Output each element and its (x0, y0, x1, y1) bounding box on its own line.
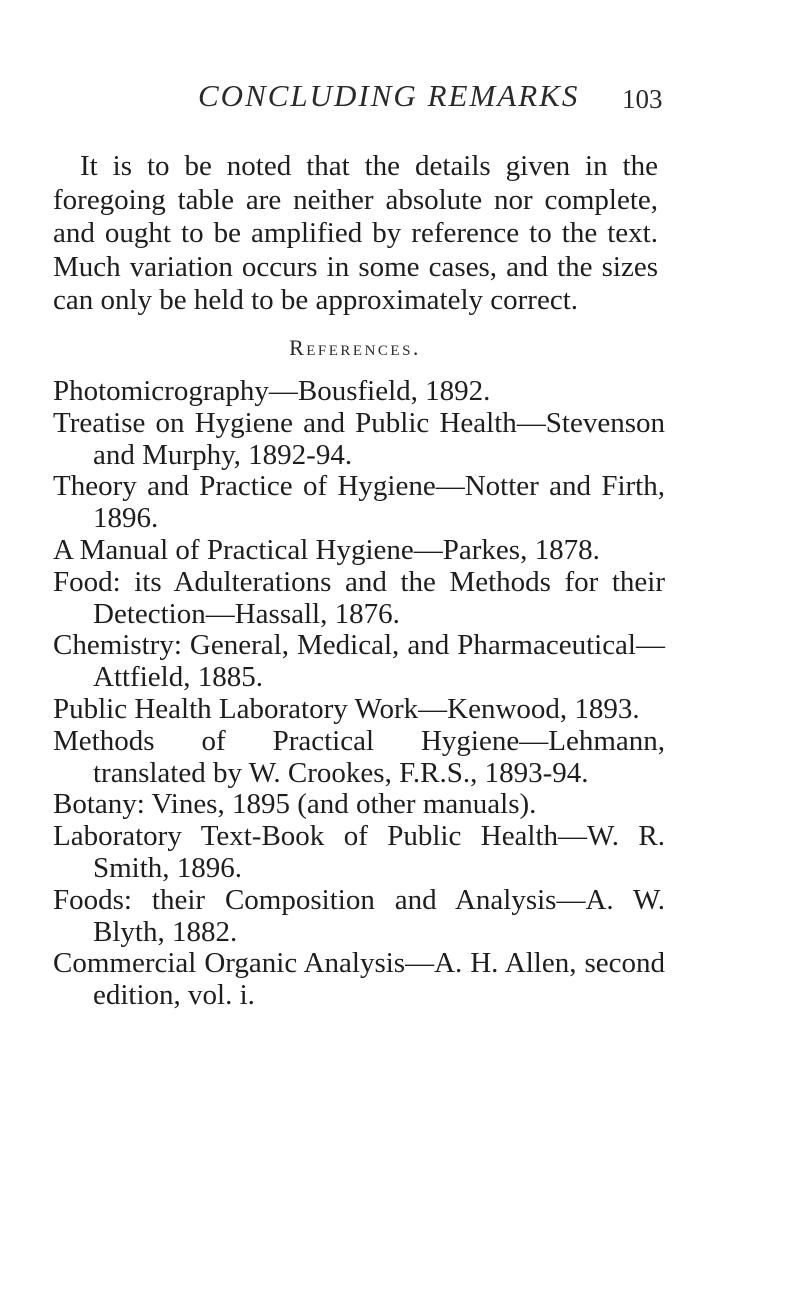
reference-item: Botany: Vines, 1895 (and other manuals). (53, 788, 537, 821)
body-paragraph: It is to be noted that the details given in the foregoing table are neither absolute nor complete, and ought to be amplified by reference to the text. Much variation occurs in some cases, and the sizes can only be held to be approximately correct. (53, 150, 658, 316)
reference-item: Public Health Laboratory Work—Kenwood, 1893. (53, 692, 640, 725)
reference-item: Chemistry: General, Medical, and Pharmaceutical—Attfield, 1885. (53, 629, 665, 694)
reference-item: Foods: their Composition and Analysis—A. W. Blyth, 1882. (53, 883, 665, 948)
reference-item: Commercial Organic Analysis—A. H. Allen, second edition, vol. i. (53, 947, 665, 1012)
reference-item: A Manual of Practical Hygiene—Parkes, 1878. (53, 533, 600, 566)
reference-item: Laboratory Text-Book of Public Health—W. R. Smith, 1896. (53, 820, 665, 884)
reference-item: Treatise on Hygiene and Public Health—Stevenson and Murphy, 1892-94. (53, 406, 665, 471)
running-head: CONCLUDING REMARKS (198, 78, 580, 113)
references-heading: References. (289, 335, 421, 360)
reference-item: Food: its Adulterations and the Methods for their Detection—Hassall, 1876. (53, 565, 665, 630)
reference-item: Theory and Practice of Hygiene—Notter and Firth, 1896. (53, 470, 665, 535)
page-number: 103 (622, 84, 663, 114)
references-list (53, 376, 665, 1012)
reference-item: Photomicrography—Bousfield, 1892. (53, 375, 491, 407)
reference-item: Methods of Practical Hygiene—Lehmann, translated by W. Crookes, F.R.S., 1893-94. (53, 724, 665, 789)
